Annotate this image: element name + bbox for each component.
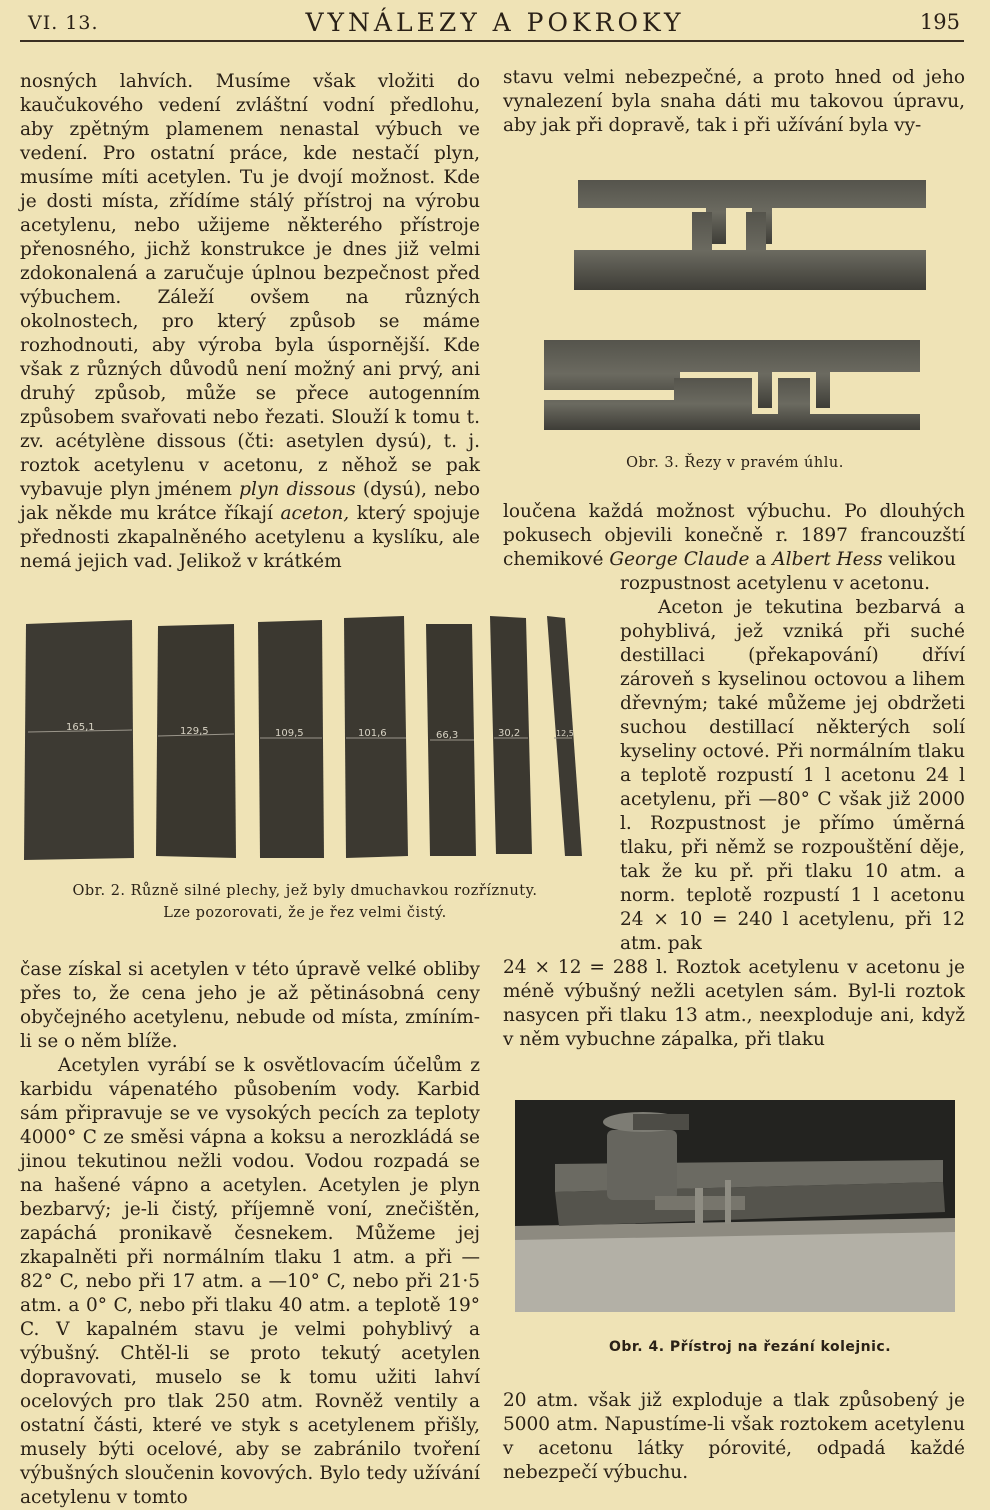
plate-label: 101,6	[358, 728, 387, 739]
plate-label: 12,5	[556, 729, 574, 738]
column2-top-text: stavu velmi nebezpečné, a proto hned od jeho vynalezení byla snaha dáti mu takovou úpravu, aby jak při dopravě, tak i při užívání byla vy-	[503, 67, 965, 136]
fig2-caption-line2: Lze pozorovati, že je řez velmi čistý.	[163, 905, 447, 921]
running-title: VYNÁLEZY A POKROKY	[305, 8, 685, 37]
page-number: 195	[919, 10, 960, 34]
fig4-rail-cutting-apparatus-image	[515, 1100, 955, 1312]
column1-bottom-text: čase získal si acetylen v této úpravě velké obliby přes to, že cena jeho je až pětinásobná ceny obyčejného acetylenu, nebude od místa, zmíním-li se o něm blíže. Acetylen vyrábí se k osvětlovacím účelům z karbidu vápenatého působením vody. Karbid sám připravuje se ve vysokých pecích za teploty 4000° C ze směsi vápna a koksu a nerozkládá se jinou tekutinou nežli vodou. Vodou rozpadá se na hašené vápno a acetylen. Acetylen je plyn bezbarvý; je-li čistý, příjemně voní, znečištěn, zapáchá pronikavě česnekem. Můžeme jej zkapalněti při normálním tlaku 1 atm. a při —82° C, nebo při 17 atm. a —10° C, nebo při 21·5 atm. a 0° C, nebo při tlaku 40 atm. a teplotě 19° C. V kapalném stavu je velmi pohyblivý a výbušný. Chtěl-li se proto tekutý acetylen dopravovati, muselo se k tomu užiti lahví ocelových pro tlak 250 atm. Rovněž ventily a ostatní části, které ve styk s acetylenem přišly, musely býti ocelové, aby se zabránilo tvoření výbušných sloučenin kovových. Bylo tedy užívání acetylenu v tomto	[20, 959, 480, 1508]
header-rule	[20, 40, 964, 42]
column2-mid-text: loučena každá možnost výbuchu. Po dlouhých pokusech objevili konečně r. 1897 francouzští chemikové George Claude a Albert Hess velikou	[503, 501, 965, 570]
column1-top-text: nosných lahvích. Musíme však vložiti do kaučukového vedení zvláštní vodní předlohu, aby zpětným plamenem nenastal výbuch ve vedení. Pro ostatní práce, kde nestačí plyn, musíme míti acetylen. Tu je dvojí možnost. Kde je dosti místa, zřídíme stálý přístroj na výrobu acetylenu, nebo užijeme některého přístroje přenosného, jichž konstrukce je dnes již velmi zdokonalená a zaručuje úplnou bezpečnost před výbuchem. Záleží ovšem na různých okolnostech, pro který způsob se máme rozhodnouti, aby výroba byla úspornější. Kde však z různých důvodů není možný ani prvý, ani druhý způsob, může se přece autogenním způsobem svařovati nebo řezati. Slouží k tomu t. zv. acétylène dissous (čti: asetylen dysú), t. j. roztok acetylenu v acetonu, z něhož se pak vybavuje plyn jménem plyn dissous (dysú), nebo jak někde mu krátce říkají aceton, který spojuje přednosti zkapalněného acetylenu a kyslíku, ale nemá jejich vad. Jelikož v krátkém	[20, 71, 480, 572]
plate-label: 109,5	[275, 728, 304, 739]
column2-bottom-text: 20 atm. však již exploduje a tlak způsobený je 5000 atm. Napustíme-li však roztokem acetylenu v acetonu látky pórovité, odpadá každé nebezpečí výbuchu.	[503, 1390, 965, 1483]
section-number: VI. 13.	[28, 12, 99, 34]
fig3-caption: Obr. 3. Řezy v pravém úhlu.	[626, 455, 844, 471]
plate-label: 165,1	[66, 722, 95, 733]
plate-label: 66,3	[436, 730, 459, 741]
column2-paragraph2-end: 24 × 12 = 288 l. Roztok acetylenu v acetonu je méně výbušný nežli acetylen sám. Byl-li roztok nasycen při tlaku 13 atm., neexploduje ani, když v něm vybuchne zápalka, při tlaku	[503, 957, 965, 1050]
fig2-caption-line1: Obr. 2. Různě silné plechy, jež byly dmuchavkou rozříznuty.	[72, 883, 538, 899]
fig2-steel-plates-image	[20, 612, 590, 864]
plate-label: 129,5	[180, 726, 209, 737]
fig3-right-angle-cuts-image	[540, 174, 930, 432]
column2-mid-line: rozpustnost acetylenu v acetonu.	[620, 573, 931, 594]
column2-paragraph2: Aceton je tekutina bezbarvá a pohyblivá, jež vzniká při suché destillaci (překapování) dříví zároveň s kyselinou octovou a lihem dřevným; také můžeme jej obdržeti suchou destillací některých solí kyseliny octové. Při normálním tlaku a teplotě rozpustí 1 l acetonu 24 l acetylenu, při —80° C však již 2000 l. Rozpustnost je přímo úměrná tlaku, při němž se rozpouštění děje, tak že ku př. při tlaku 10 atm. a norm. teplotě rozpustí 1 l acetonu 24 × 10 = 240 l acetylenu, při 12 atm. pak	[620, 597, 965, 954]
fig4-caption: Obr. 4. Přístroj na řezání kolejnic.	[608, 1339, 892, 1355]
plate-label: 30,2	[498, 728, 521, 739]
